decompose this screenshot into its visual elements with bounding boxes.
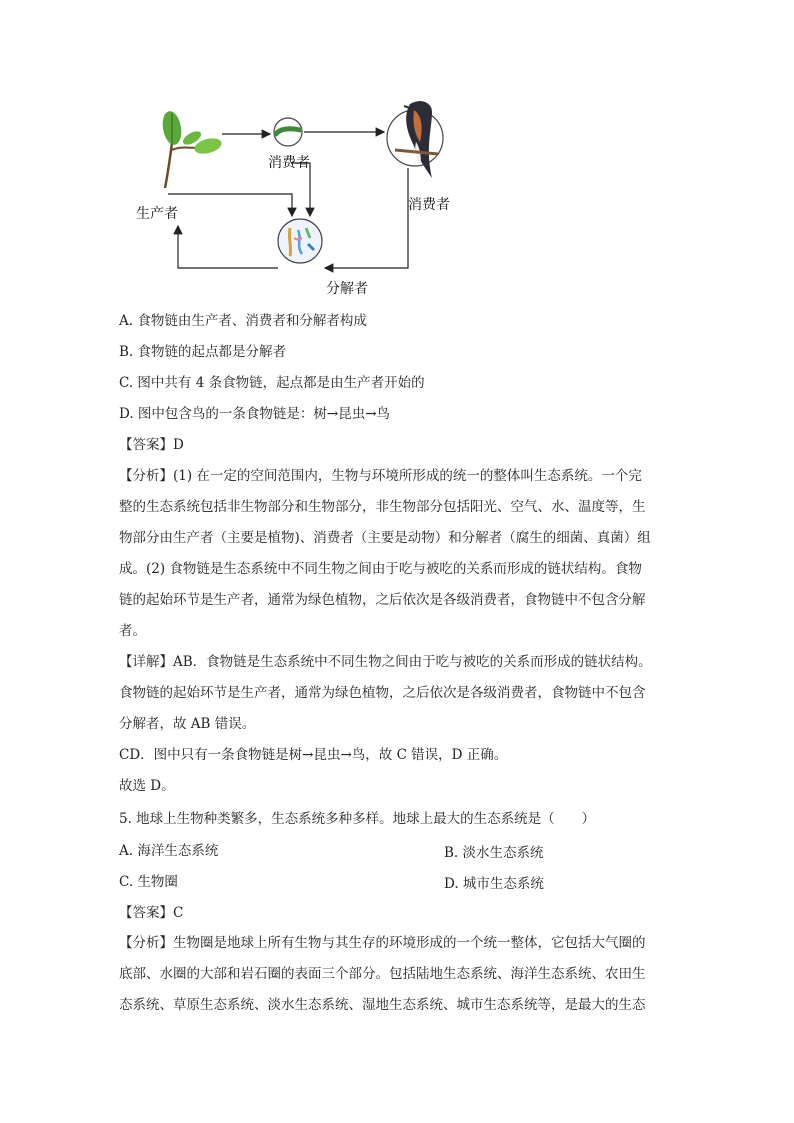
q5-analysis-line: 态系统、草原生态系统、淡水生态系统、湿地生态系统、城市生态系统等，是最大的生态 — [119, 997, 646, 1013]
q4-analysis-line: 【分析】(1) 在一定的空间范围内，生物与环境所形成的统一的整体叫生态系统。一个完 — [119, 468, 642, 484]
q4-analysis-line: 成。(2) 食物链是生态系统中不同生物之间由于吃与被吃的关系而形成的链状结构。食物 — [119, 561, 642, 577]
q4-detail-line: 分解者，故 AB 错误。 — [119, 716, 256, 732]
decomposer-label: 分解者 — [326, 281, 368, 297]
bird-icon — [387, 101, 443, 178]
q5-option-d: D. 城市生态系统 — [444, 876, 544, 892]
q4-analysis-line: 物部分由生产者（主要是植物)、消费者（主要是动物）和分解者（腐生的细菌、真菌）组 — [119, 530, 651, 546]
q4-analysis — [119, 461, 679, 647]
q4-detail-line: 【详解】AB．食物链是生态系统中不同生物之间由于吃与被吃的关系而形成的链状结构。 — [119, 654, 652, 670]
arrow-tree-to-decomposer — [168, 194, 292, 216]
q5-option-c: C. 生物圈 — [119, 874, 178, 890]
tree-icon — [160, 110, 223, 188]
q4-option-b: B. 食物链的起点都是分解者 — [119, 344, 287, 360]
arrow-decomposer-to-tree — [178, 226, 278, 268]
q4-option-c: C. 图中共有 4 条食物链，起点都是由生产者开始的 — [119, 375, 425, 391]
q5-analysis-line: 【分析】生物圈是地球上所有生物与其生存的环境形成的一个统一整体，它包括大气圈的 — [119, 935, 646, 951]
q5-option-a: A. 海洋生态系统 — [119, 843, 219, 859]
q5-analysis-line: 底部、水圈的大部和岩石圈的表面三个部分。包括陆地生态系统、海洋生态系统、农田生 — [119, 966, 646, 982]
q4-analysis-line: 者。 — [119, 623, 146, 639]
consumer-label-insect: 消费者 — [268, 155, 310, 171]
q5-stem: 5. 地球上生物种类繁多，生态系统多种多样。地球上最大的生态系统是（ ） — [119, 811, 596, 827]
q4-option-a: A. 食物链由生产者、消费者和分解者构成 — [119, 313, 367, 329]
food-web-diagram — [120, 88, 460, 303]
q5-option-b: B. 淡水生态系统 — [444, 845, 544, 861]
decomposer-icon — [278, 219, 322, 263]
q4-analysis-line: 链的起始环节是生产者，通常为绿色植物，之后依次是各级消费者，食物链中不包含分解 — [119, 592, 646, 608]
q4-detail-line: 食物链的起始环节是生产者，通常为绿色植物，之后依次是各级消费者，食物链中不包含 — [119, 685, 646, 701]
q4-detail-line: 故选 D。 — [119, 778, 175, 794]
q5-analysis — [119, 928, 679, 1021]
q4-analysis-line: 整的生态系统包括非生物部分和生物部分，非生物部分包括阳光、空气、水、温度等，生 — [119, 499, 646, 515]
q5-answer: 【答案】C — [119, 905, 184, 921]
arrow-bird-to-decomposer — [325, 168, 408, 268]
q4-answer: 【答案】D — [119, 437, 184, 453]
q4-detail — [119, 647, 679, 802]
q4-detail-line: CD．图中只有一条食物链是树→昆虫→鸟，故 C 错误，D 正确。 — [119, 747, 508, 763]
caterpillar-icon — [274, 118, 302, 146]
consumer-label-bird: 消费者 — [408, 197, 450, 213]
producer-label: 生产者 — [136, 206, 178, 222]
q4-option-d: D. 图中包含鸟的一条食物链是：树→昆虫→鸟 — [119, 406, 391, 422]
